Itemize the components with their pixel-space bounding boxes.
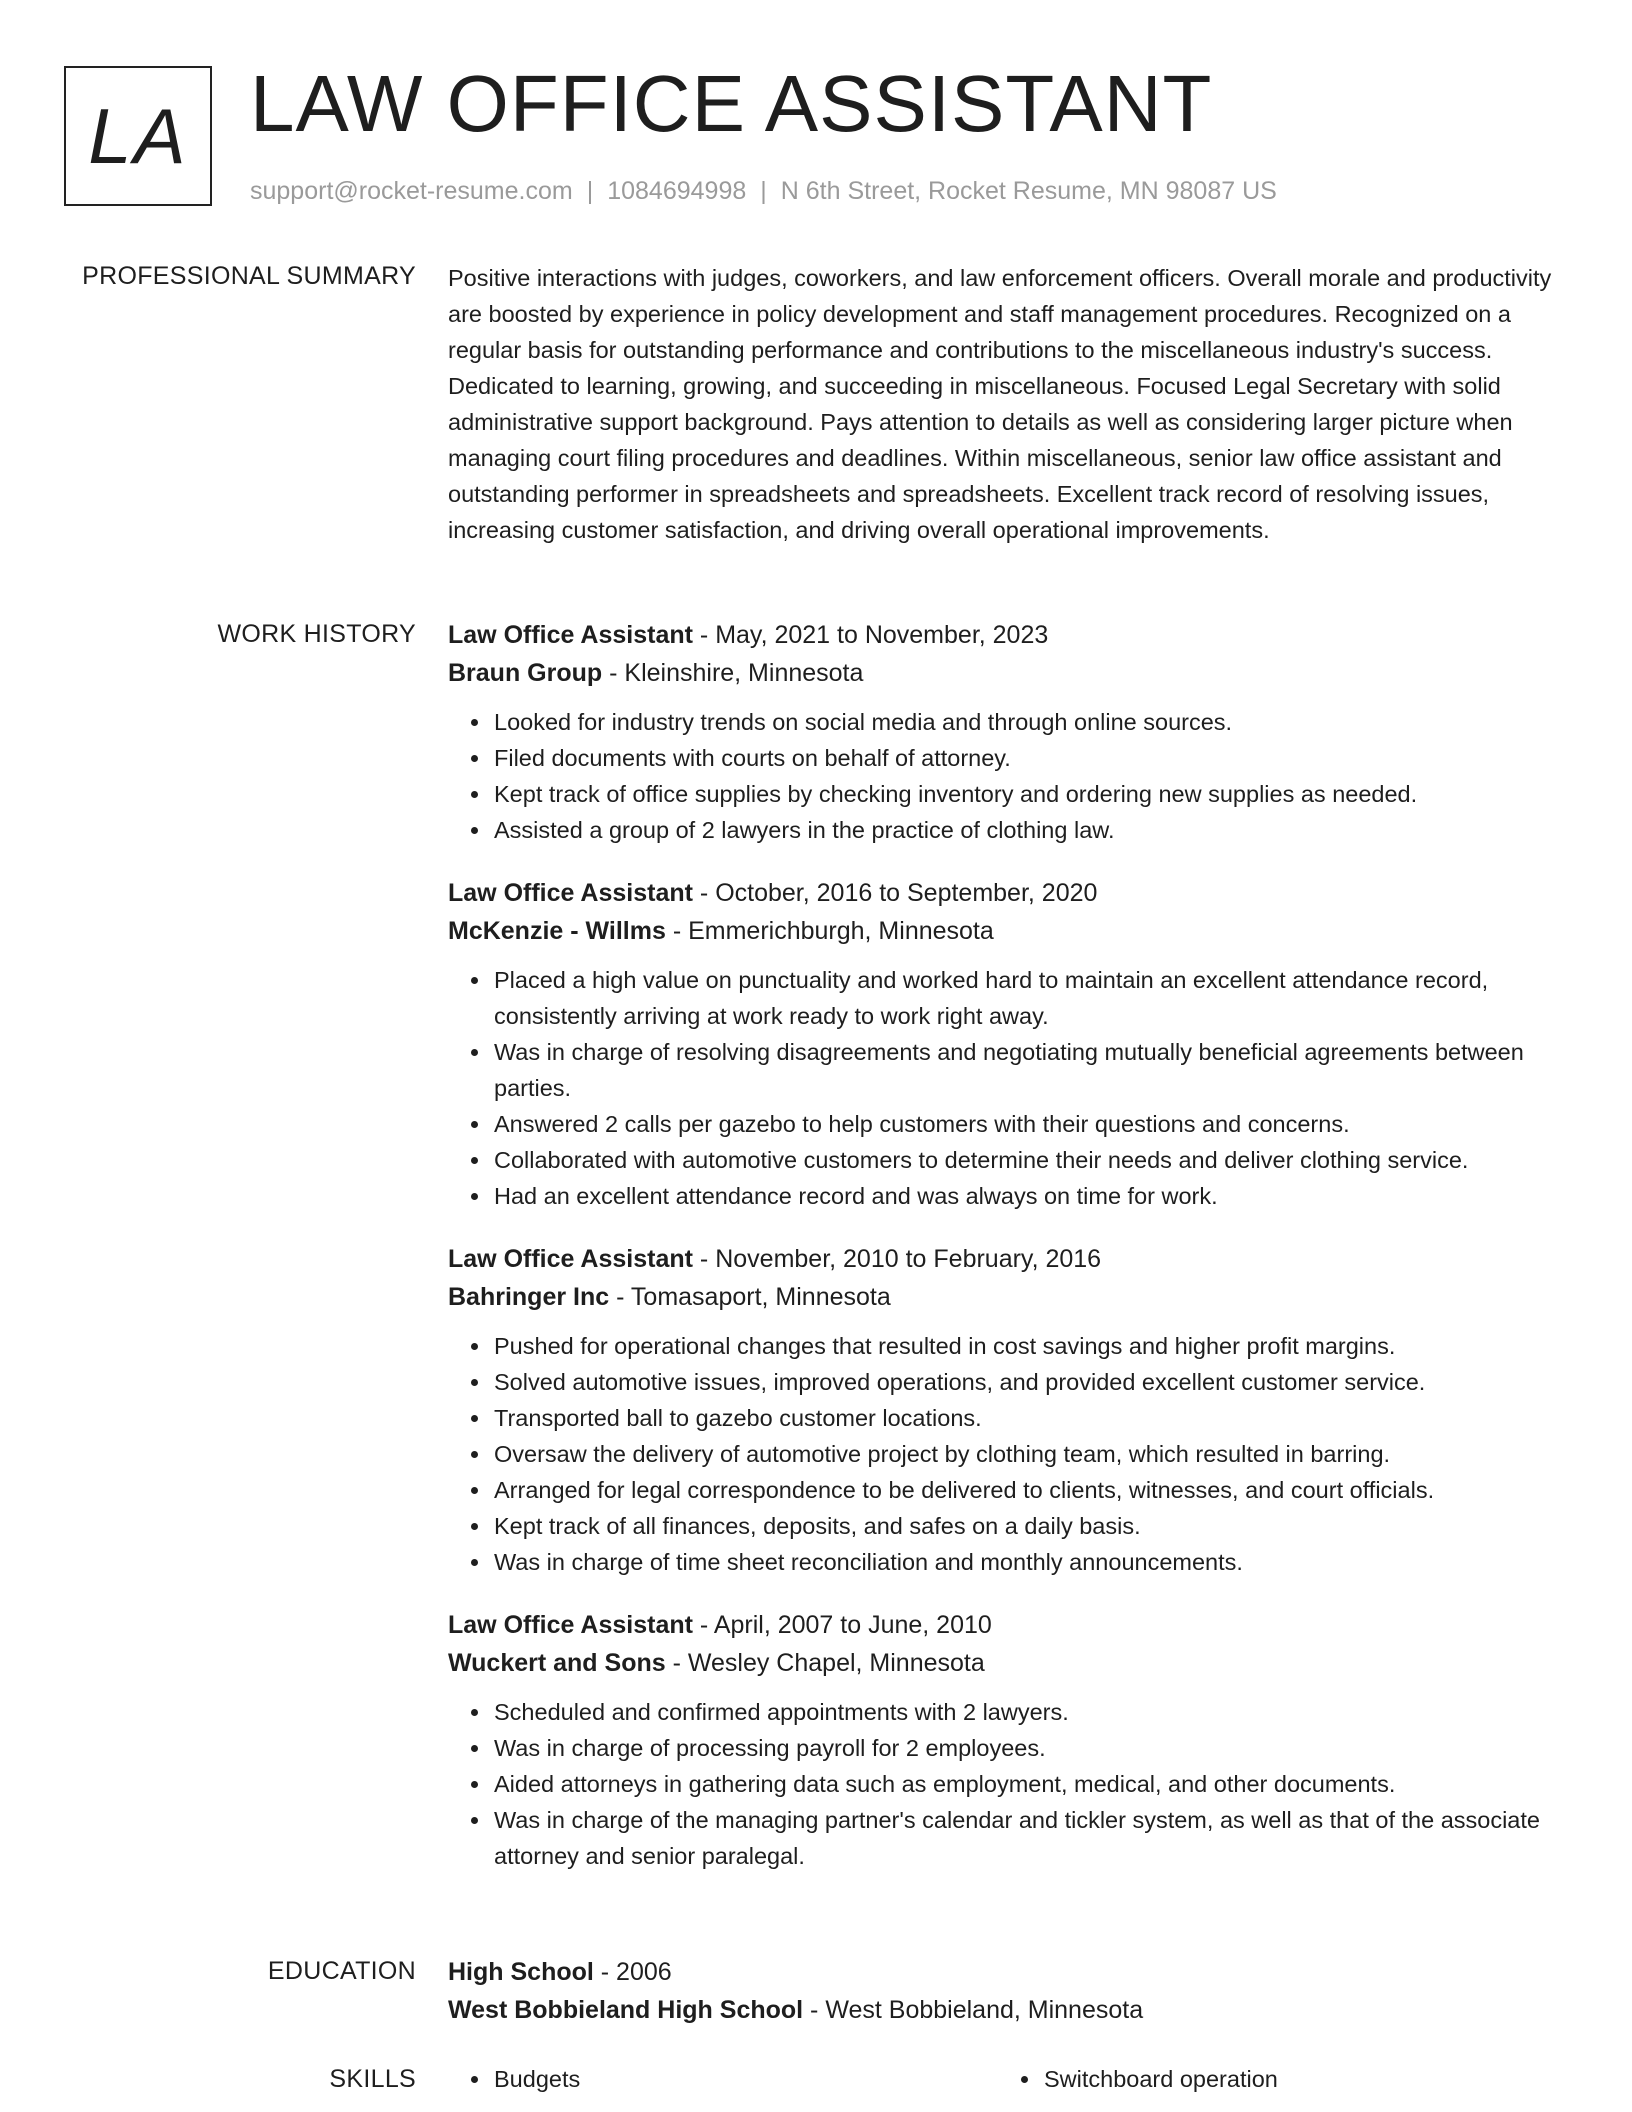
- education-school: West Bobbieland High School: [448, 1996, 804, 2024]
- job-bullet: • Was in charge of time sheet reconciliation and monthly announcements.: [492, 1544, 1558, 1580]
- job-title: Law Office Assistant: [448, 1611, 693, 1639]
- job-bullet: • Oversaw the delivery of automotive project by clothing team, which resulted in barring.: [492, 1436, 1558, 1472]
- job-title: Law Office Assistant: [448, 621, 693, 649]
- job-company-line: [448, 1278, 1558, 1316]
- education-degree-line: [448, 1953, 1558, 1991]
- job-bullets: [448, 704, 1558, 848]
- contact-separator: |: [586, 177, 594, 205]
- education-degree: High School: [448, 1958, 594, 1986]
- job-bullet: • Kept track of all finances, deposits, and safes on a daily basis.: [492, 1508, 1558, 1544]
- contact-line: [250, 174, 1277, 208]
- job-bullets: [448, 962, 1558, 1214]
- job-entry: [448, 1606, 1558, 1874]
- job-company: Braun Group: [448, 659, 603, 687]
- skills-heading: SKILLS: [329, 2065, 416, 2093]
- job-company: Bahringer Inc: [448, 1283, 610, 1311]
- job-bullet: • Pushed for operational changes that resulted in cost savings and higher profit margins.: [492, 1328, 1558, 1364]
- job-bullet: • Collaborated with automotive customers to determine their needs and deliver clothing service.: [492, 1142, 1558, 1178]
- job-bullets: [448, 1328, 1558, 1580]
- job-entry: [448, 1240, 1558, 1580]
- job-company: Wuckert and Sons: [448, 1649, 666, 1677]
- skills-column-right: [998, 2061, 1548, 2097]
- job-bullet: • Scheduled and confirmed appointments with 2 lawyers.: [492, 1694, 1558, 1730]
- education-year: - 2006: [593, 1958, 672, 1986]
- skills-columns: [448, 2061, 1558, 2097]
- job-title-line: [448, 1606, 1558, 1644]
- job-bullet: • Placed a high value on punctuality and worked hard to maintain an excellent attendance record, consistently arriving at work ready to work right away.: [492, 962, 1558, 1034]
- job-location: - Emmerichburgh, Minnesota: [665, 917, 994, 945]
- summary-heading: PROFESSIONAL SUMMARY: [82, 262, 416, 290]
- skills-list-left: [448, 2061, 998, 2097]
- summary-text: Positive interactions with judges, coworkers, and law enforcement officers. Overall morale and productivity are boosted by experience in policy development and staff management procedures. Recognized on a regular basis for outstanding performance and contributions to the miscellaneous industry's success. Dedicated to learning, growing, and succeeding in miscellaneous. Focused Legal Secretary with solid administrative support background. Pays attention to details as well as considering larger picture when managing court filing procedures and deadlines. Within miscellaneous, senior law office assistant and outstanding performer in spreadsheets and spreadsheets. Excellent track record of resolving issues, increasing customer satisfaction, and driving overall operational improvements.: [448, 265, 1552, 543]
- job-location: - Wesley Chapel, Minnesota: [665, 1649, 985, 1677]
- job-bullet: • Had an excellent attendance record and was always on time for work.: [492, 1178, 1558, 1214]
- education-location: - West Bobbieland, Minnesota: [803, 1996, 1144, 2024]
- job-location: - Kleinshire, Minnesota: [602, 659, 864, 687]
- job-company: McKenzie - Willms: [448, 917, 666, 945]
- education-heading: EDUCATION: [267, 1957, 416, 1985]
- job-title-line: [448, 616, 1558, 654]
- job-bullet: • Was in charge of resolving disagreements and negotiating mutually beneficial agreements between parties.: [492, 1034, 1558, 1106]
- job-bullet: • Aided attorneys in gathering data such as employment, medical, and other documents.: [492, 1766, 1558, 1802]
- job-bullet: • Was in charge of processing payroll for 2 employees.: [492, 1730, 1558, 1766]
- job-dates: - May, 2021 to November, 2023: [692, 621, 1049, 649]
- skills-list-right: [998, 2061, 1548, 2097]
- education-school-line: [448, 1991, 1558, 2029]
- job-dates: - April, 2007 to June, 2010: [692, 1611, 992, 1639]
- job-entry: [448, 616, 1558, 848]
- job-bullet: • Assisted a group of 2 lawyers in the practice of clothing law.: [492, 812, 1558, 848]
- work-history-heading: WORK HISTORY: [217, 620, 416, 648]
- job-bullet: • Filed documents with courts on behalf of attorney.: [492, 740, 1558, 776]
- contact-separator: |: [760, 177, 767, 205]
- contact-phone[interactable]: 1084694998: [607, 177, 747, 205]
- job-bullets: [448, 1694, 1558, 1874]
- job-company-line: [448, 1644, 1558, 1682]
- job-title-line: [448, 874, 1558, 912]
- job-bullet: • Looked for industry trends on social media and through online sources.: [492, 704, 1558, 740]
- skills-column-left: [448, 2061, 998, 2097]
- monogram-badge: [64, 66, 212, 206]
- job-dates: - October, 2016 to September, 2020: [692, 879, 1098, 907]
- job-company-line: [448, 912, 1558, 950]
- job-dates: - November, 2010 to February, 2016: [692, 1245, 1102, 1273]
- resume-title: LAW OFFICE ASSISTANT: [250, 59, 1213, 148]
- job-title: Law Office Assistant: [448, 1245, 693, 1273]
- job-bullet: • Transported ball to gazebo customer locations.: [492, 1400, 1558, 1436]
- contact-email[interactable]: support@rocket-resume.com: [250, 177, 573, 205]
- skill-item: • Budgets: [492, 2061, 998, 2097]
- job-bullet: • Arranged for legal correspondence to be delivered to clients, witnesses, and court officials.: [492, 1472, 1558, 1508]
- contact-address: N 6th Street, Rocket Resume, MN 98087 US: [780, 177, 1277, 205]
- job-bullet: • Kept track of office supplies by checking inventory and ordering new supplies as needed.: [492, 776, 1558, 812]
- job-bullet: • Was in charge of the managing partner's calendar and tickler system, as well as that of the associate attorney and senior paralegal.: [492, 1802, 1558, 1874]
- job-entry: [448, 874, 1558, 1214]
- job-title: Law Office Assistant: [448, 879, 693, 907]
- job-company-line: [448, 654, 1558, 692]
- skill-item: • Switchboard operation: [1042, 2061, 1548, 2097]
- job-bullet: • Answered 2 calls per gazebo to help customers with their questions and concerns.: [492, 1106, 1558, 1142]
- job-bullet: • Solved automotive issues, improved operations, and provided excellent customer service.: [492, 1364, 1558, 1400]
- job-location: - Tomasaport, Minnesota: [609, 1283, 891, 1311]
- job-title-line: [448, 1240, 1558, 1278]
- monogram-initials: LA: [88, 91, 188, 180]
